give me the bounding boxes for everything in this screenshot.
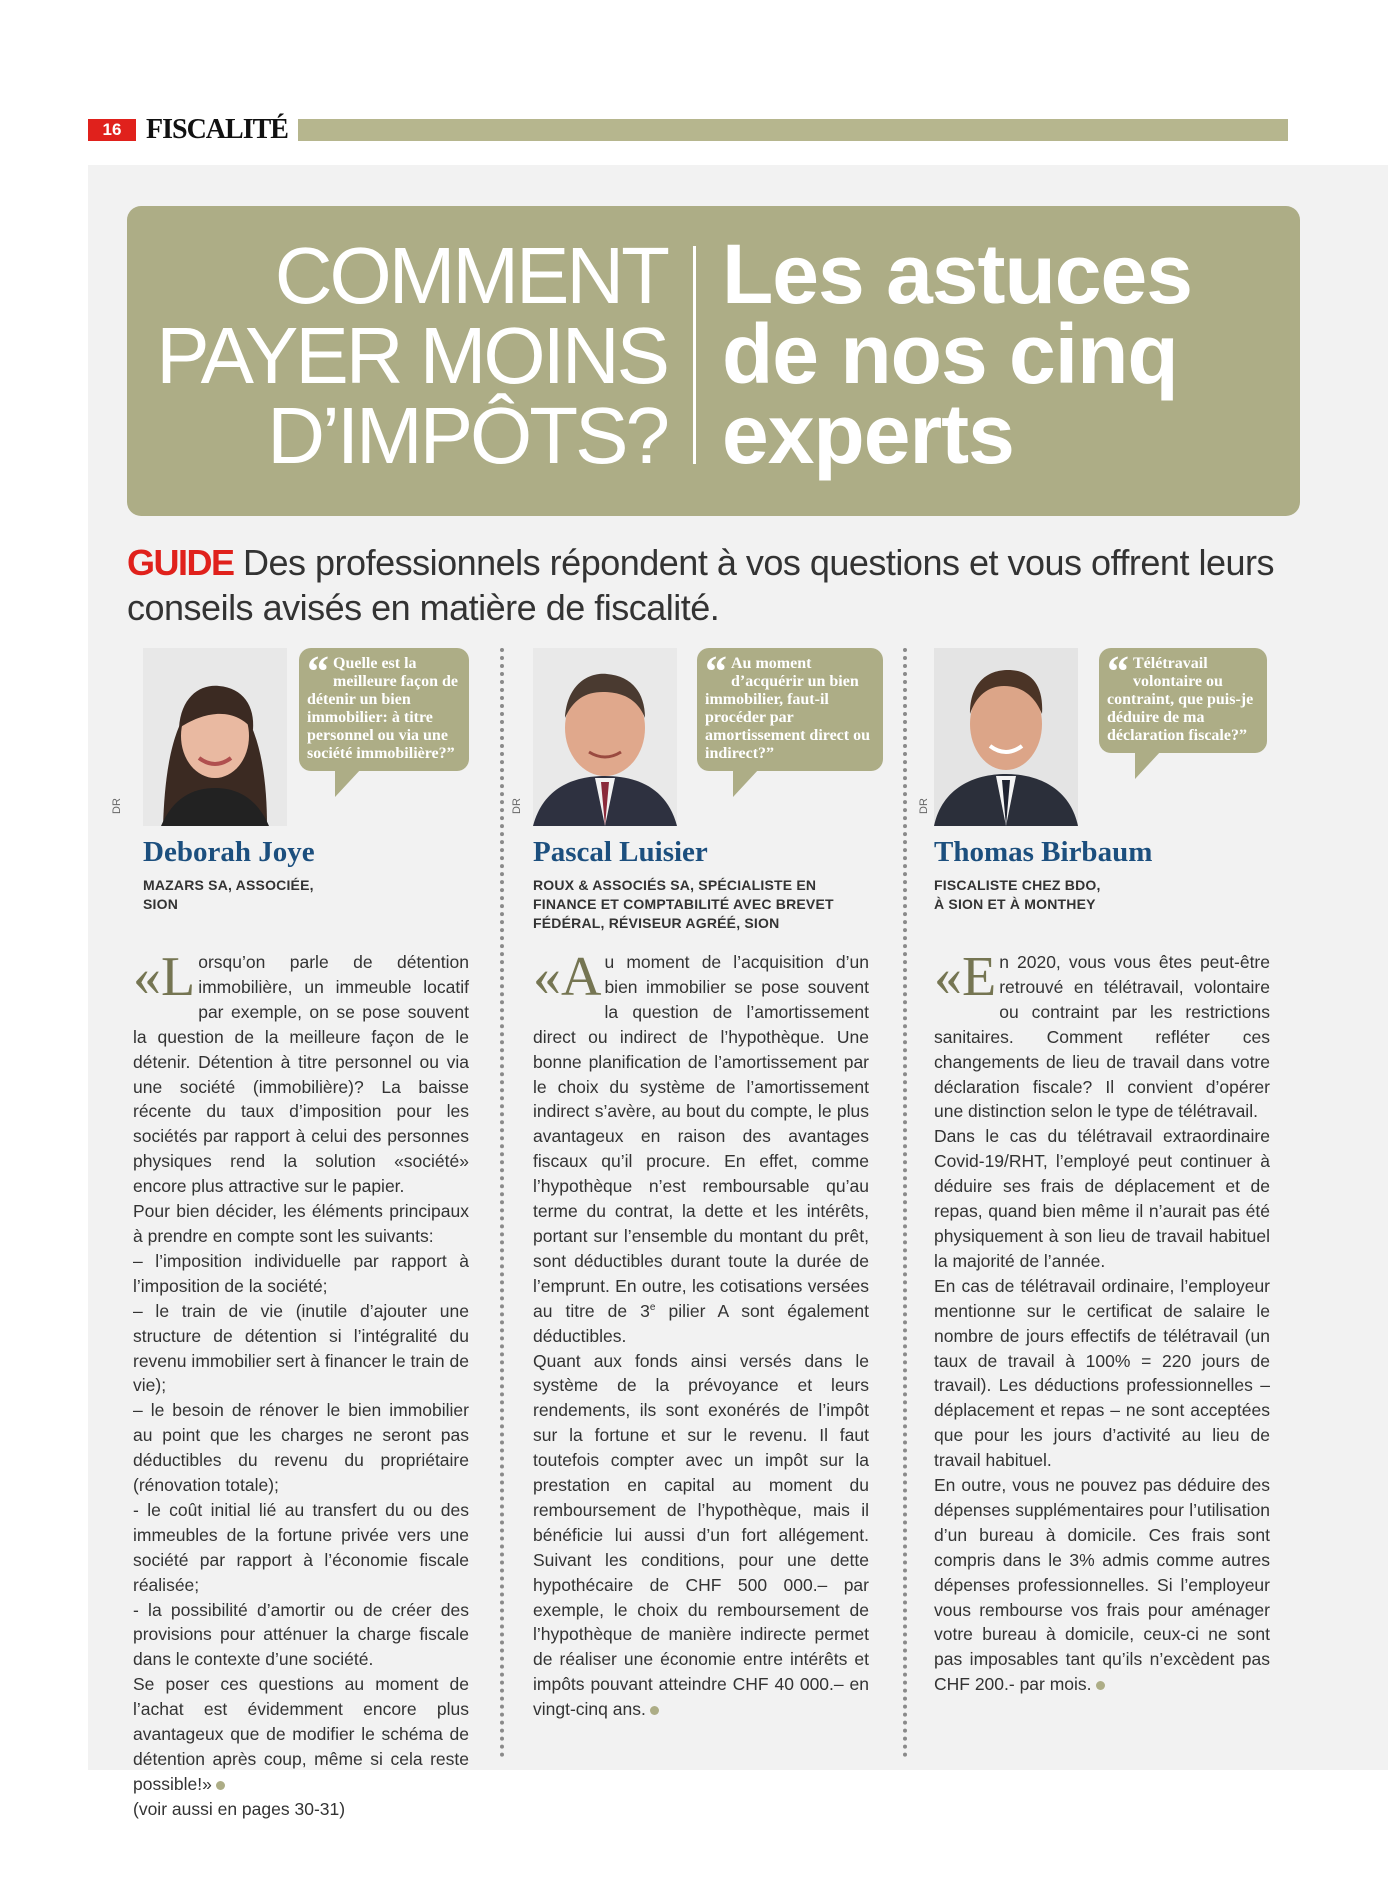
expert-role-line: ROUX & ASSOCIÉS SA, SPÉCIALISTE EN xyxy=(533,877,817,893)
body-paragraph: - le coût initial lié au transfert du ou des immeubles de la fortune privée vers une société par rapport à l’économie fiscale réalisée; xyxy=(133,1499,469,1595)
intro-lead xyxy=(127,540,1277,630)
question-text: Télétravail volontaire ou contraint, que puis-je déduire de ma déclaration fiscale?” xyxy=(1107,655,1254,744)
expert-name: Thomas Birbaum xyxy=(934,836,1153,868)
expert-photo xyxy=(533,648,677,826)
expert-role xyxy=(934,876,1101,914)
expert-role-line: FÉDÉRAL, RÉVISEUR AGRÉÉ, SION xyxy=(533,915,780,931)
dropcap: «A xyxy=(533,946,602,1008)
page-number: 16 xyxy=(88,119,136,141)
photo-credit: DR xyxy=(918,798,930,814)
headline-question xyxy=(127,231,667,480)
question-text: Quelle est la meilleure façon de détenir un bien immobilier: à titre personnel ou via une société immobilière?” xyxy=(307,655,459,762)
body-text: Quant aux fonds ainsi versés dans le système de la prévoyance et leurs rendements, ils sont exonérés de l’impôt sur la fortune et sur le revenu. Il faut toutefois compter avec un impôt sur la prestation en capital au moment du remboursement de l’hypothèque, mais il bénéficie lui aussi d’un fort allégement. Suivant les conditions, pour une dette hypothécaire de CHF 500 000.– par exemple, le choix du remboursement de l’hypothèque de manière indirecte permet de réaliser une économie entre intérêts et impôts pouvant atteindre CHF 40 000.– en vingt-cinq ans. xyxy=(533,1350,869,1720)
headline-question-line: PAYER MOINS xyxy=(156,311,667,400)
superscript: e xyxy=(649,1301,656,1313)
body-paragraph: - la possibilité d’amortir ou de créer des provisions pour atténuer la charge fiscale dans le contexte d’une société. xyxy=(133,1599,469,1670)
expert-name: Pascal Luisier xyxy=(533,836,708,868)
headline-question-line: D’IMPÔTS? xyxy=(267,391,667,480)
body-paragraph xyxy=(533,946,870,1349)
expert-role xyxy=(533,876,834,933)
end-dot-icon xyxy=(216,1781,225,1790)
expert-name: Deborah Joye xyxy=(143,836,315,868)
quote-mark-icon: “ xyxy=(1107,647,1129,696)
headline-title-line: experts xyxy=(722,387,1014,481)
expert-column-birbaum xyxy=(918,647,1314,1766)
question-bubble xyxy=(697,648,883,771)
intro-tag: GUIDE xyxy=(127,542,234,583)
body-paragraph xyxy=(533,1349,869,1723)
header-rule xyxy=(298,119,1288,141)
headline-divider xyxy=(693,246,696,464)
quote-mark-icon: “ xyxy=(705,647,727,696)
body-paragraph xyxy=(934,1473,1270,1697)
expert-photo xyxy=(934,648,1078,826)
expert-column-luisier xyxy=(511,647,907,1766)
body-paragraph xyxy=(133,1672,469,1797)
question-bubble xyxy=(299,648,469,771)
expert-role-line: FINANCE ET COMPTABILITÉ AVEC BREVET xyxy=(533,896,834,912)
body-paragraph: – l’imposition individuelle par rapport à l’imposition de la société; xyxy=(133,1250,469,1296)
article-body xyxy=(934,946,1270,1697)
footnote: (voir aussi en pages 30-31) xyxy=(133,1798,346,1819)
question-bubble xyxy=(1099,648,1267,753)
article-body xyxy=(133,946,469,1822)
photo-credit: DR xyxy=(511,798,523,814)
body-text: u moment de l’acquisition d’un bien immobilier se pose souvent la question de l’amortissement direct ou indirect de l’hypothèque. Une bonne planification de l’amortissement par le choix du système de l’amortissement indirect s’avère, au bout du compte, le plus avantageux en raison des avantages fiscaux qu’il procure. En effet, comme l’hypothèque n’est remboursable qu’au terme du contrat, la dette et les intérêts, portant sur l’ensemble du montant du prêt, sont déductibles durant toute la durée de l’emprunt. En outre, les cotisations versées au titre de 3 xyxy=(533,952,869,1321)
expert-role-line: SION xyxy=(143,896,179,912)
expert-role-line: À SION ET À MONTHEY xyxy=(934,896,1096,912)
photo-credit: DR xyxy=(111,798,123,814)
quote-mark-icon: “ xyxy=(307,647,329,696)
body-text: pilier A sont également déductibles. xyxy=(533,1300,870,1346)
body-paragraph: Pour bien décider, les éléments principaux à prendre en compte sont les suivants: xyxy=(133,1201,469,1246)
expert-column-joye xyxy=(111,647,507,1819)
end-dot-icon xyxy=(650,1706,659,1715)
expert-role xyxy=(143,876,314,914)
dropcap: «E xyxy=(934,946,997,1008)
body-paragraph: En cas de télétravail ordinaire, l’employeur mentionne sur le certificat de salaire le nombre de jours effectifs de télétravail (un taux de travail à 100% = 220 jours de travail). Les déductions professionnelles – déplacement et repas – ne sont acceptées que pour les jours d’activité au lieu de travail habituel. xyxy=(934,1275,1270,1471)
headline-title-line: Les astuces xyxy=(722,227,1192,321)
section-title: FISCALITÉ xyxy=(146,114,288,145)
page-header xyxy=(88,114,1288,145)
expert-role-line: MAZARS SA, ASSOCIÉE, xyxy=(143,877,314,893)
body-paragraph xyxy=(934,946,1270,1124)
headline-title-line: de nos cinq xyxy=(722,307,1178,401)
dropcap: «L xyxy=(133,946,196,1008)
body-paragraph: Dans le cas du télétravail extraordinaire Covid-19/RHT, l’employé peut continuer à déduire ses frais de déplacement et de repas, quand bien même il n’aurait pas été physiquement à son lieu de travail habituel la majorité de l’année. xyxy=(934,1126,1270,1271)
body-text: n 2020, vous vous êtes peut-être retrouvé en télétravail, volontaire ou contraint par les restrictions sanitaires. Comment refléter ces changements de lieu de travail dans votre déclaration fiscale? Il convient d’opérer une distinction selon le type de télétravail. xyxy=(934,952,1270,1122)
question-text: Au moment d’acquérir un bien immobilier, faut-il procéder par amortissement direct ou indirect?” xyxy=(705,655,870,762)
body-paragraph xyxy=(133,946,469,1199)
headline-title xyxy=(722,227,1192,481)
article-body xyxy=(533,946,870,1722)
body-text: Se poser ces questions au moment de l’achat est évidemment encore plus avantageux que de modifier le schéma de détention après coup, même si cela reste possible!» xyxy=(133,1674,469,1794)
intro-text: Des professionnels répondent à vos questions et vous offrent leurs conseils avisés en matière de fiscalité. xyxy=(127,542,1274,628)
expert-role-line: FISCALISTE CHEZ BDO, xyxy=(934,877,1101,893)
body-text: En outre, vous ne pouvez pas déduire des dépenses supplémentaires pour l’utilisation d’un bureau à domicile. Ces frais sont compris dans le 3% admis comme autres dépenses professionnelles. Si l’employeur vous rembourse vos frais pour aménager votre bureau à domicile, ceux-ci ne sont pas imposables tant qu’ils n’excèdent pas CHF 200.- par mois. xyxy=(934,1475,1270,1695)
body-text: orsqu’on parle de détention immobilière, un immeuble locatif par exemple, on se pose souvent la question de la meilleure façon de le détenir. Détention à titre personnel ou via une société (immobilière)? La baisse récente du taux d’imposition pour les sociétés par rapport à celui des personnes physiques rend la solution «société» encore plus attractive sur le papier. xyxy=(133,952,469,1197)
end-dot-icon xyxy=(1096,1681,1105,1690)
body-paragraph: – le besoin de rénover le bien immobilier au point que les charges ne seront pas déductibles du revenu du propriétaire (rénovation totale); xyxy=(133,1400,469,1496)
body-paragraph: – le train de vie (inutile d’ajouter une structure de détention si l’intégralité du revenu immobilier sert à financer le train de vie); xyxy=(133,1300,469,1396)
headline-box xyxy=(127,206,1300,516)
headline-question-line: COMMENT xyxy=(274,231,667,320)
expert-photo xyxy=(143,648,287,826)
